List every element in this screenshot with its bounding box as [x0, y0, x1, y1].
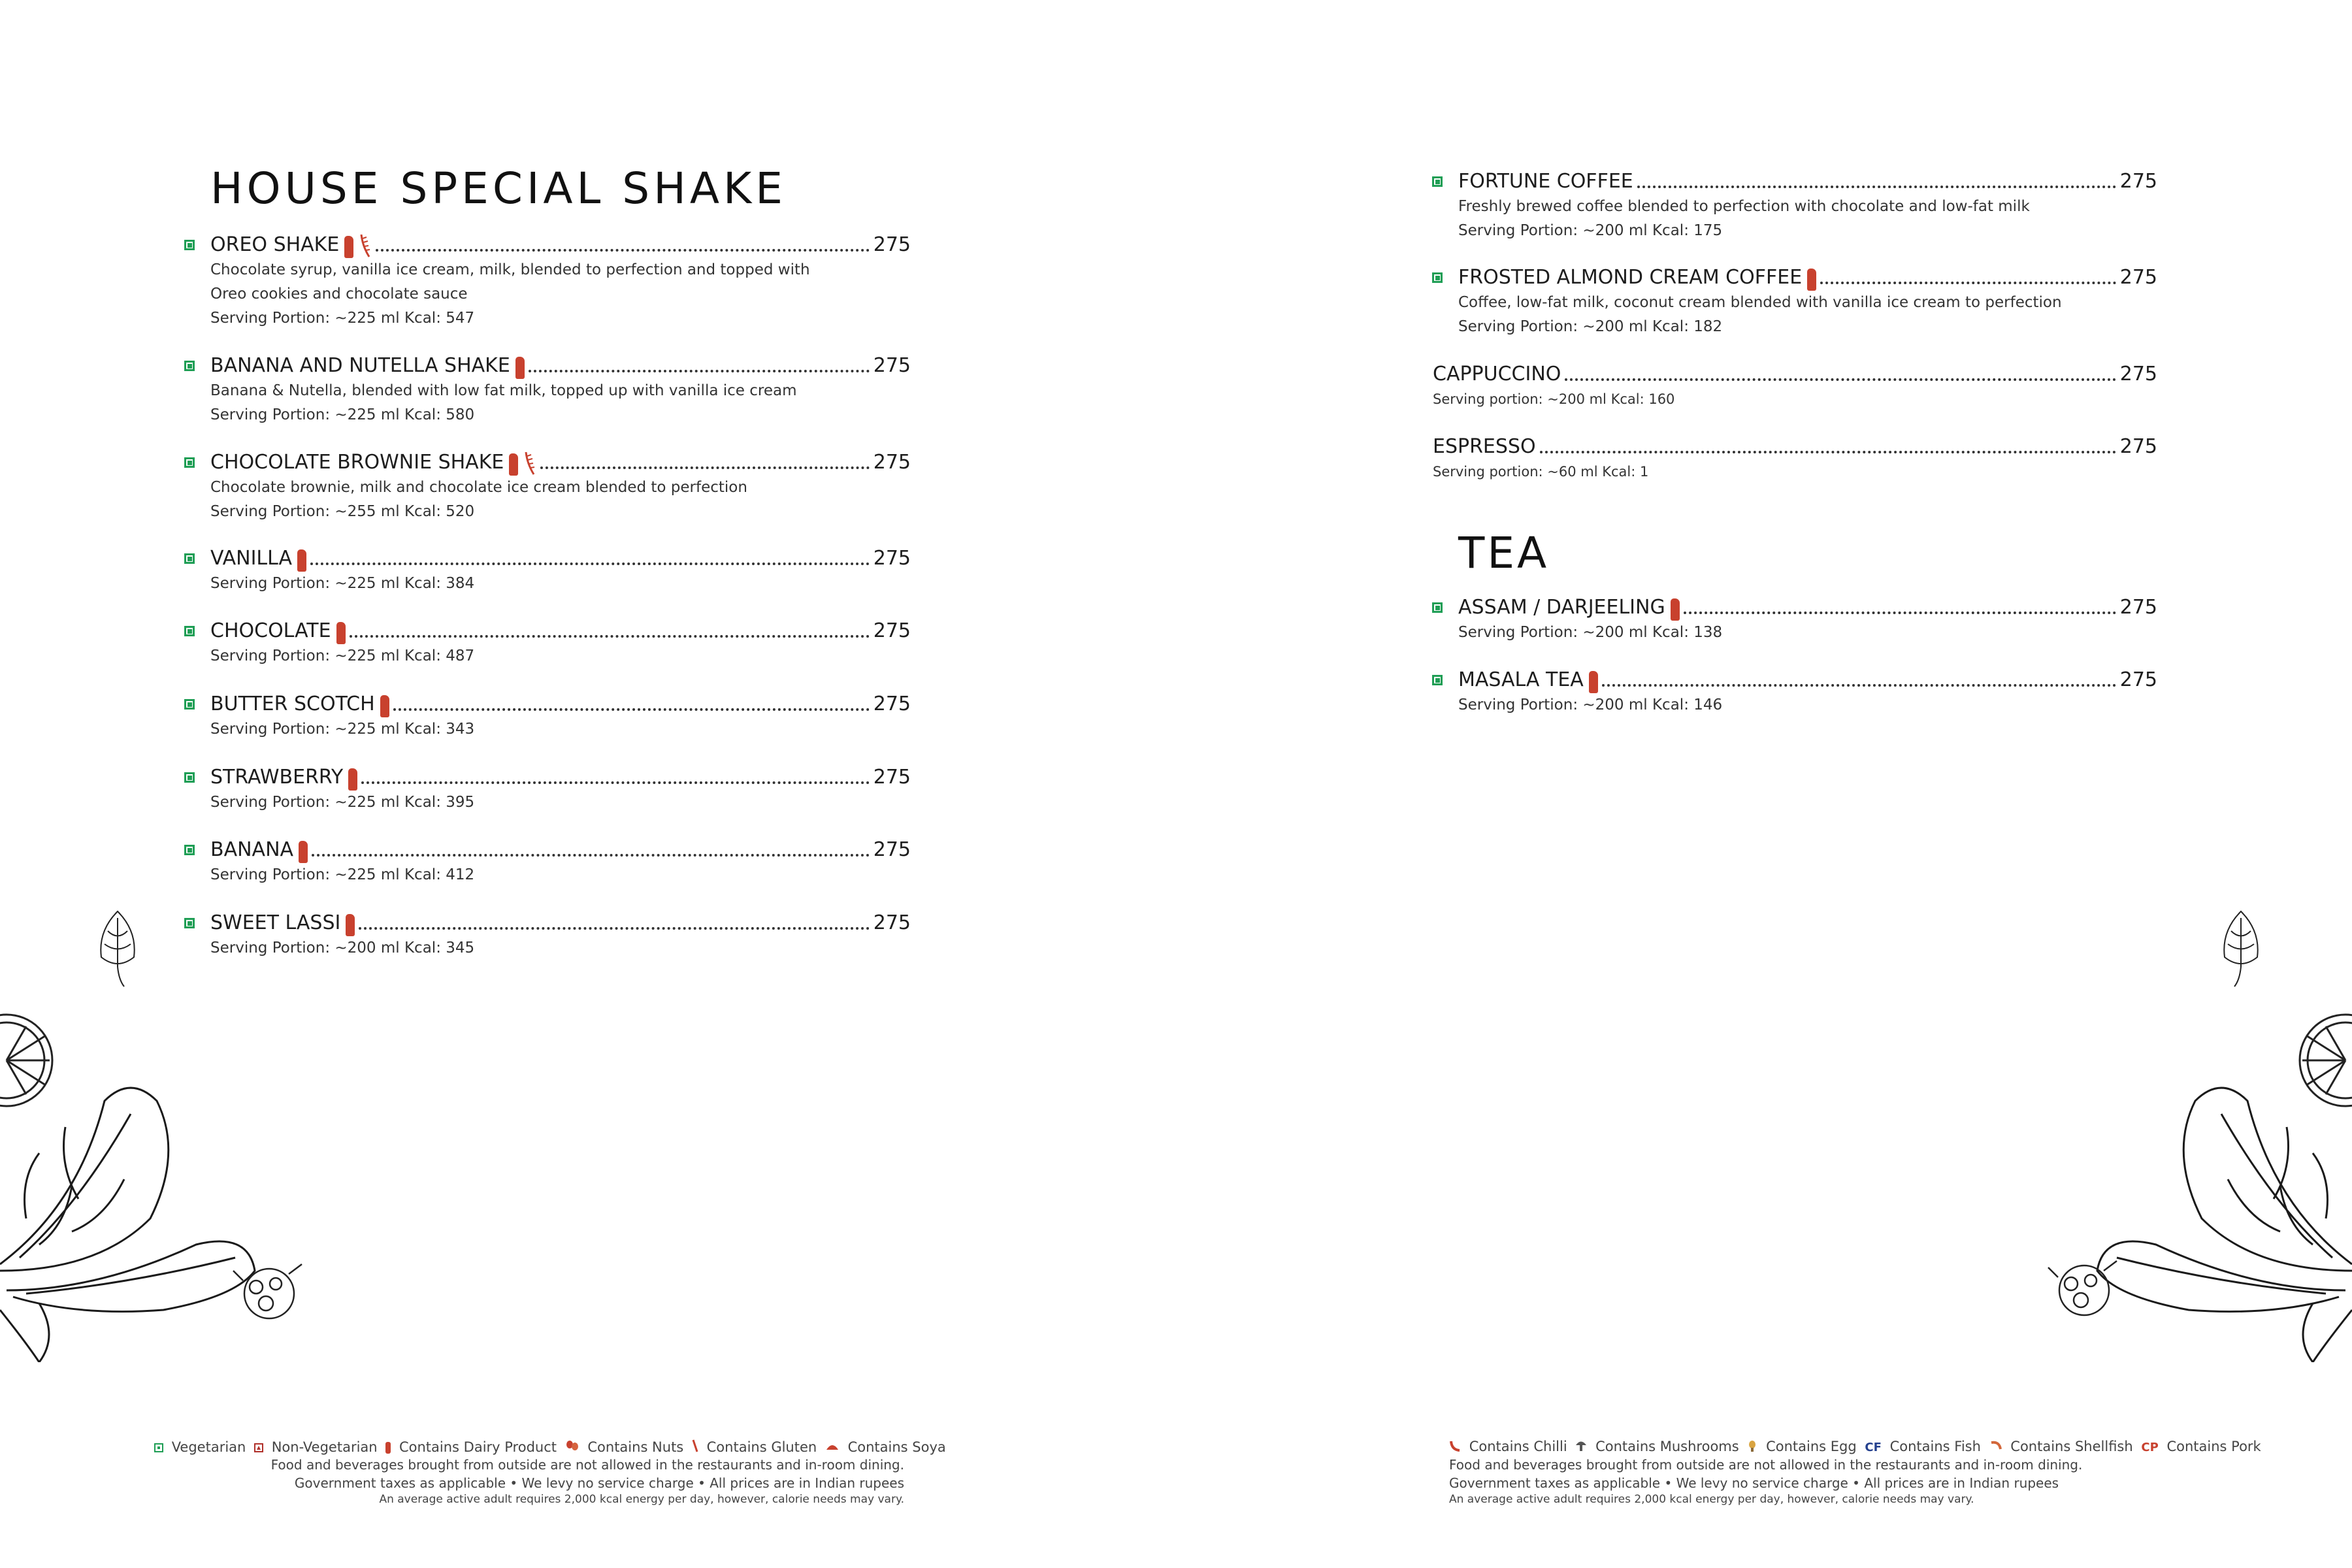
menu-item-row: [210, 764, 911, 791]
menu-item-price: 275: [2119, 363, 2157, 385]
footer-left-line2: Government taxes as applicable • We levy no service charge • All prices are in Indian rupees: [294, 1475, 904, 1491]
menu-item-price: 275: [873, 619, 911, 642]
menu-item: [210, 353, 911, 427]
veg-indicator-icon: [184, 772, 195, 783]
menu-item-name: BANANA AND NUTELLA SHAKE: [210, 354, 510, 377]
veg-indicator-icon: [1432, 602, 1443, 613]
dot-leader: [1820, 282, 2116, 284]
menu-item-price: 275: [873, 451, 911, 474]
dot-leader: [1637, 186, 2116, 188]
menu-item-serving-portion: Serving Portion: ~225 ml Kcal: 580: [210, 406, 475, 423]
menu-item-name: FROSTED ALMOND CREAM COFFEE: [1458, 266, 1803, 289]
dairy-icon: [1807, 269, 1816, 291]
veg-indicator-icon: [184, 699, 195, 710]
mushroom-legend-icon: [1575, 1439, 1587, 1456]
menu-item-serving-portion: Serving portion: ~60 ml Kcal: 1: [1433, 464, 1649, 480]
footer-left-line1: Food and beverages brought from outside are not allowed in the restaurants and in-room dining.: [270, 1457, 904, 1473]
menu-item-serving-portion: Serving Portion: ~200 ml Kcal: 175: [1458, 222, 1723, 239]
dairy-icon: [380, 695, 389, 717]
menu-item-price: 275: [2119, 170, 2157, 193]
veg-indicator-icon: [184, 457, 195, 468]
menu-item-serving-portion: Serving portion: ~200 ml Kcal: 160: [1433, 391, 1675, 407]
menu-item: [210, 764, 911, 815]
dot-leader: [529, 370, 870, 372]
veg-indicator-icon: [184, 845, 195, 855]
menu-item-price: 275: [873, 354, 911, 377]
menu-item-name: VANILLA: [210, 547, 293, 570]
menu-item-name: SWEET LASSI: [210, 911, 341, 934]
menu-item: [1433, 361, 2157, 412]
menu-item-serving-portion: Serving Portion: ~200 ml Kcal: 182: [1458, 318, 1723, 335]
menu-item: [1458, 169, 2157, 243]
veg-indicator-icon: [1432, 272, 1443, 283]
footer-right-line1: Food and beverages brought from outside are not allowed in the restaurants and in-room dining.: [1449, 1457, 2083, 1473]
menu-item-description: Coffee, low-fat milk, coconut cream blended with vanilla ice cream to perfection: [1458, 294, 2062, 311]
menu-item: [210, 837, 911, 887]
menu-item-name: OREO SHAKE: [210, 233, 340, 256]
dot-leader: [540, 466, 869, 469]
dairy-icon: [336, 622, 346, 644]
menu-item-price: 275: [873, 911, 911, 934]
menu-item-description: Chocolate brownie, milk and chocolate ice cream blended to perfection: [210, 479, 747, 496]
menu-item-name: STRAWBERRY: [210, 766, 344, 789]
dairy-icon: [1671, 598, 1680, 621]
legend-egg: Contains Egg: [1766, 1439, 1857, 1454]
legend-vegetarian: Vegetarian: [171, 1439, 246, 1455]
pork-badge: CP: [2141, 1441, 2159, 1454]
menu-item-price: 275: [2119, 596, 2157, 619]
menu-item-row: [210, 449, 911, 476]
menu-item-row: [210, 546, 911, 572]
legend-fish: Contains Fish: [1889, 1439, 1981, 1454]
menu-item-serving-portion: Serving Portion: ~255 ml Kcal: 520: [210, 503, 475, 520]
menu-item-name: CAPPUCCINO: [1433, 363, 1561, 385]
footer-right-line2: Government taxes as applicable • We levy no service charge • All prices are in Indian rupees: [1449, 1475, 2059, 1491]
veg-indicator-icon: [184, 240, 195, 250]
gluten-icon: [523, 451, 536, 476]
section-title-house-special-shake: HOUSE SPECIAL SHAKE: [210, 163, 787, 214]
mushroom-cluster-illustration-right: [2045, 1258, 2123, 1330]
menu-item-serving-portion: Serving Portion: ~225 ml Kcal: 547: [210, 310, 475, 327]
menu-item-price: 275: [873, 766, 911, 789]
menu-item-name: BUTTER SCOTCH: [210, 693, 375, 715]
menu-item-serving-portion: Serving Portion: ~225 ml Kcal: 395: [210, 794, 475, 811]
dot-leader: [1602, 684, 2116, 687]
legend-left: [154, 1439, 950, 1456]
dairy-icon: [348, 768, 357, 791]
gluten-icon: [359, 233, 372, 258]
dot-leader: [393, 708, 870, 711]
dot-leader: [312, 854, 870, 857]
footer-right-line3: An average active adult requires 2,000 kcal energy per day, however, calorie needs may vary.: [1449, 1493, 1974, 1506]
menu-item: [210, 618, 911, 668]
menu-item-row: [1433, 434, 2157, 460]
menu-item-serving-portion: Serving Portion: ~200 ml Kcal: 146: [1458, 696, 1723, 713]
menu-item-price: 275: [873, 233, 911, 256]
menu-item-price: 275: [2119, 435, 2157, 458]
menu-item-serving-portion: Serving Portion: ~225 ml Kcal: 384: [210, 575, 475, 592]
menu-item-row: [210, 232, 911, 258]
dot-leader: [310, 563, 870, 565]
legend-shellfish: Contains Shellfish: [2010, 1439, 2133, 1454]
menu-item: [1458, 667, 2157, 717]
dairy-icon: [1589, 671, 1598, 693]
non-veg-legend-icon: [254, 1443, 263, 1452]
menu-item: [1433, 434, 2157, 484]
menu-item: [210, 546, 911, 596]
menu-item-name: BANANA: [210, 838, 294, 861]
dairy-icon: [297, 549, 306, 572]
menu-item-row: [210, 837, 911, 863]
menu-item-name: FORTUNE COFFEE: [1458, 170, 1633, 193]
menu-item-row: [210, 910, 911, 936]
dot-leader: [350, 635, 870, 638]
menu-item-price: 275: [2119, 266, 2157, 289]
veg-indicator-icon: [1432, 675, 1443, 685]
legend-right: [1449, 1439, 2265, 1456]
dot-leader: [361, 781, 870, 784]
fish-badge: CF: [1865, 1441, 1882, 1454]
dairy-icon: [344, 236, 353, 258]
menu-item-serving-portion: Serving Portion: ~200 ml Kcal: 138: [1458, 624, 1723, 641]
menu-item-serving-portion: Serving Portion: ~225 ml Kcal: 487: [210, 647, 475, 664]
menu-item-row: [210, 691, 911, 717]
section-title-tea: TEA: [1458, 528, 1550, 578]
soya-legend-icon: [825, 1440, 840, 1456]
shellfish-legend-icon: [1989, 1439, 2002, 1455]
nuts-legend-icon: [565, 1439, 580, 1456]
menu-item-description: Oreo cookies and chocolate sauce: [210, 286, 468, 302]
menu-item: [210, 910, 911, 960]
dairy-icon: [346, 914, 355, 936]
legend-pork: Contains Pork: [2166, 1439, 2261, 1454]
menu-item-name: ESPRESSO: [1433, 435, 1536, 458]
menu-item-row: [1458, 595, 2157, 621]
legend-chilli: Contains Chilli: [1469, 1439, 1567, 1454]
footer-left-line3: An average active adult requires 2,000 kcal energy per day, however, calorie needs may vary.: [379, 1493, 904, 1506]
artichoke-illustration-right: [2208, 905, 2274, 990]
menu-item-row: [1433, 361, 2157, 387]
menu-item-price: 275: [873, 547, 911, 570]
veg-indicator-icon: [184, 918, 195, 928]
legend-nuts: Contains Nuts: [587, 1439, 684, 1455]
menu-item-row: [1458, 265, 2157, 291]
egg-legend-icon: [1747, 1439, 1757, 1456]
menu-item: [210, 691, 911, 742]
veg-legend-icon: [154, 1443, 163, 1452]
gluten-legend-icon: [692, 1439, 698, 1456]
menu-item-price: 275: [873, 838, 911, 861]
dot-leader: [1565, 378, 2115, 381]
menu-item-serving-portion: Serving Portion: ~225 ml Kcal: 412: [210, 866, 475, 883]
menu-item-row: [1458, 667, 2157, 693]
menu-item: [210, 449, 911, 524]
menu-item: [1458, 265, 2157, 339]
menu-item-row: [210, 353, 911, 379]
menu-item-price: 275: [2119, 668, 2157, 691]
menu-item: [210, 232, 911, 331]
veg-indicator-icon: [184, 553, 195, 564]
veg-indicator-icon: [184, 626, 195, 636]
legend-mushrooms: Contains Mushrooms: [1595, 1439, 1739, 1454]
legend-dairy: Contains Dairy Product: [399, 1439, 557, 1455]
legend-gluten: Contains Gluten: [706, 1439, 817, 1455]
menu-item-name: CHOCOLATE: [210, 619, 331, 642]
menu-item-name: MASALA TEA: [1458, 668, 1584, 691]
menu-item-description: Banana & Nutella, blended with low fat milk, topped up with vanilla ice cream: [210, 382, 797, 399]
artichoke-illustration-left: [85, 905, 150, 990]
menu-item-description: Freshly brewed coffee blended to perfection with chocolate and low-fat milk: [1458, 198, 2030, 215]
mushroom-cluster-illustration-left: [230, 1261, 308, 1333]
legend-non-vegetarian: Non-Vegetarian: [271, 1439, 378, 1455]
menu-item-name: CHOCOLATE BROWNIE SHAKE: [210, 451, 504, 474]
dot-leader: [359, 927, 869, 930]
menu-item-row: [1458, 169, 2157, 195]
menu-item-description: Chocolate syrup, vanilla ice cream, milk, blended to perfection and topped with: [210, 261, 810, 278]
dot-leader: [1540, 451, 2116, 453]
menu-item-row: [210, 618, 911, 644]
dairy-icon: [299, 841, 308, 863]
menu-item-serving-portion: Serving Portion: ~225 ml Kcal: 343: [210, 721, 475, 738]
menu-item-name: ASSAM / DARJEELING: [1458, 596, 1665, 619]
dairy-icon: [509, 453, 518, 476]
dairy-legend-icon: [385, 1442, 391, 1454]
legend-soya: Contains Soya: [847, 1439, 946, 1455]
veg-indicator-icon: [1432, 176, 1443, 187]
chilli-legend-icon: [1449, 1439, 1461, 1456]
dot-leader: [376, 249, 869, 252]
dot-leader: [1684, 612, 2116, 614]
menu-item-serving-portion: Serving Portion: ~200 ml Kcal: 345: [210, 939, 475, 956]
menu-item: [1458, 595, 2157, 645]
dairy-icon: [515, 357, 525, 379]
veg-indicator-icon: [184, 361, 195, 371]
menu-item-price: 275: [873, 693, 911, 715]
